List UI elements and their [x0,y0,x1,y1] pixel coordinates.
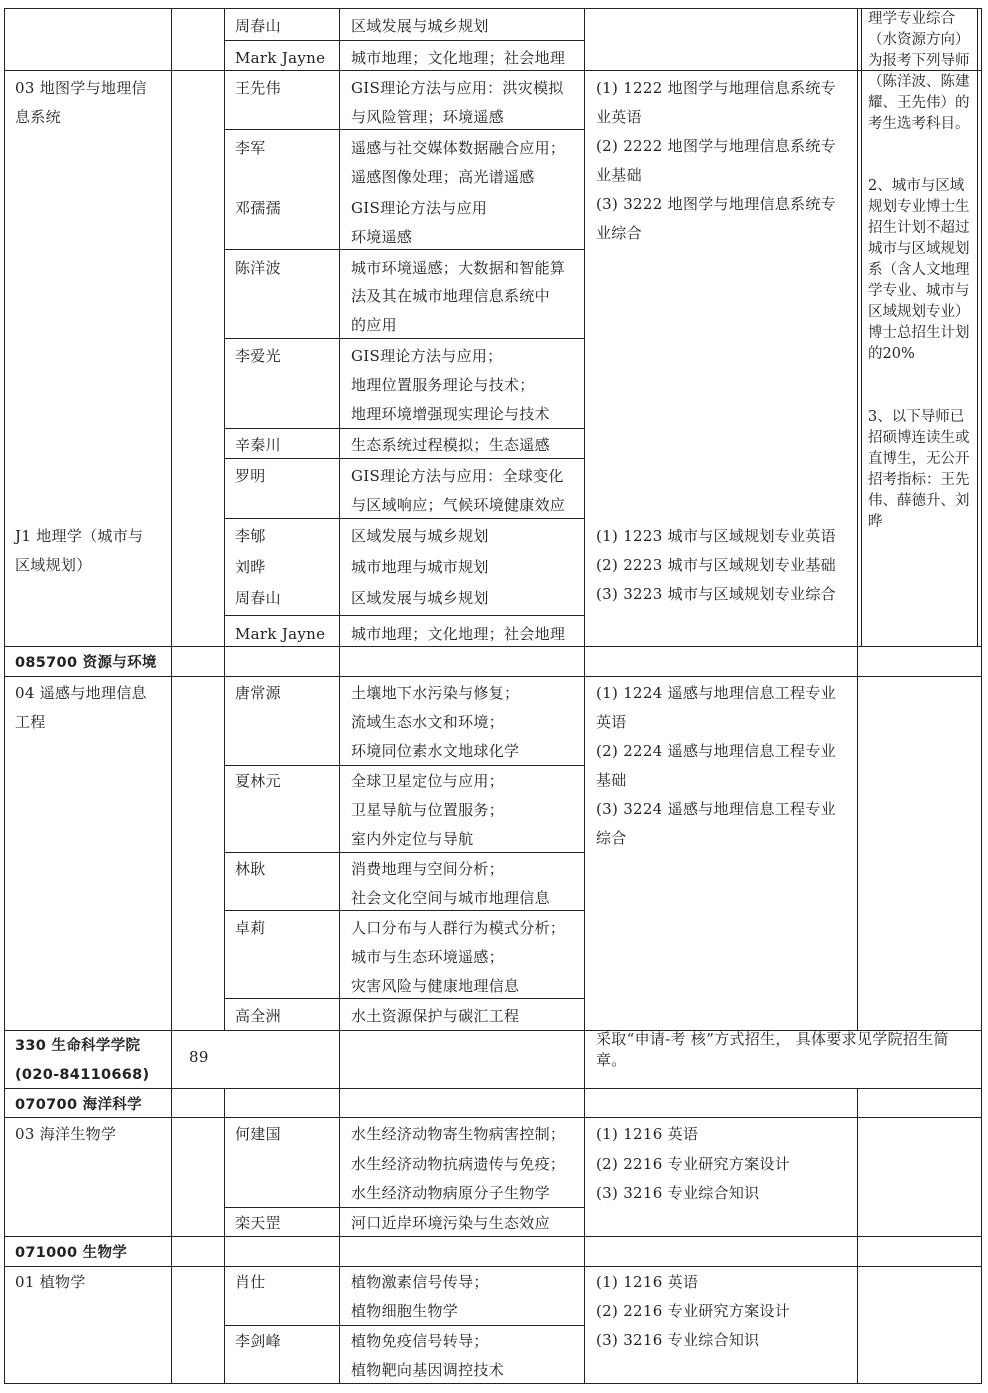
research-direction: 城市地理与城市规划 [351,558,489,576]
exam-subject: 业基础 [596,166,642,184]
exam-subject: (2) 2223 城市与区域规划专业基础 [596,556,836,574]
program-direction: 03 地图学与地理信 [15,79,147,97]
program-direction: J1 地理学（城市与 [15,527,144,545]
research-direction: 区域发展与城乡规划 [351,17,489,35]
exam-subject: (1) 1223 城市与区域规划专业英语 [596,527,836,545]
research-direction: 全球卫星定位与应用； [351,772,505,790]
exam-subject: (3) 3223 城市与区域规划专业综合 [596,585,836,603]
research-direction: 环境同位素水文地球化学 [351,742,520,760]
research-direction: GIS理论方法与应用； [351,347,503,365]
research-direction: 区域发展与城乡规划 [351,527,489,545]
advisor-name: 周春山 [235,17,281,35]
discipline-heading: 070700 海洋科学 [15,1097,142,1113]
exam-subject: 业英语 [596,108,642,126]
advisor-name: 夏林元 [235,772,281,790]
research-direction: 消费地理与空间分析； [351,860,505,878]
exam-subject: (1) 1222 地图学与地理信息系统专 [596,79,836,97]
research-direction: 地理位置服务理论与技术； [351,376,535,394]
exam-subject: (2) 2216 专业研究方案设计 [596,1155,791,1173]
research-direction: 植物细胞生物学 [351,1302,459,1320]
research-direction: 水生经济动物病原分子生物学 [351,1184,550,1202]
program-direction: 03 海洋生物学 [15,1125,117,1143]
exam-subject: (2) 2222 地图学与地理信息系统专 [596,137,836,155]
research-direction: 社会文化空间与城市地理信息 [351,889,550,907]
advisor-name: 王先伟 [235,79,281,97]
remark-note: 2、城市与区域规划专业博士生招生计划不超过城市与区域规划系（含人文地理学专业、城市与区域规划专业）博士总招生计划的20% [868,178,970,362]
exam-subject: 综合 [596,829,627,847]
research-direction: 城市环境遥感；大数据和智能算 [351,259,566,277]
exam-subject: (3) 3222 地图学与地理信息系统专 [596,195,836,213]
program-direction: 工程 [15,713,46,731]
advisor-name: 李爱光 [235,347,281,365]
exam-subject: (3) 3224 遥感与地理信息工程专业 [596,800,836,818]
admission-method-note: 采取“申请-考 核”方式招生， 具体要求见学院招生简 [596,1030,949,1048]
program-direction: 04 遥感与地理信息 [15,684,147,702]
research-direction: 卫星导航与位置服务； [351,801,505,819]
advisor-name: 李郇 [235,527,266,545]
research-direction: 室内外定位与导航 [351,830,474,848]
research-direction: 生态系统过程模拟；生态遥感 [351,436,550,454]
exam-subject: (1) 1216 英语 [596,1273,699,1291]
advisor-name: Mark Jayne [235,625,326,643]
advisor-name: 陈洋波 [235,259,281,277]
research-direction: 河口近岸环境污染与生态效应 [351,1214,550,1232]
advisor-name: 林耿 [235,860,266,878]
research-direction: GIS理论方法与应用：全球变化 [351,467,564,485]
school-heading: 330 生命科学学院 [15,1038,141,1054]
research-direction: 城市地理；文化地理；社会地理 [351,625,566,643]
research-direction: GIS理论方法与应用 [351,199,488,217]
research-direction: 城市与生态环境遥感； [351,948,505,966]
advisor-name: 高全洲 [235,1007,281,1025]
program-direction: 区域规划） [15,556,92,574]
advisor-name: 邓孺孺 [235,199,281,217]
research-direction: 遥感与社交媒体数据融合应用； [351,139,566,157]
exam-subject: (2) 2216 专业研究方案设计 [596,1302,791,1320]
advisor-name: 周春山 [235,589,281,607]
research-direction: 环境遥感 [351,228,413,246]
research-direction: 植物免疫信号转导； [351,1332,489,1350]
exam-subject: 英语 [596,713,627,731]
research-direction: 与风险管理；环境遥感 [351,108,505,126]
remark-note: 3、以下导师已招硕博连读生或直博生，无公开招考指标：王先伟、薛德升、刘晔 [868,409,970,530]
advisor-name: 何建国 [235,1125,281,1143]
research-direction: 法及其在城市地理信息系统中 [351,287,550,305]
exam-subject: 基础 [596,771,627,789]
enrollment-quota: 89 [189,1048,209,1066]
research-direction: 城市地理；文化地理；社会地理 [351,49,566,67]
advisor-name: 栾天罡 [235,1214,281,1232]
advisor-name: 罗明 [235,467,266,485]
exam-subject: 业综合 [596,224,642,242]
advisor-name: 李剑峰 [235,1332,281,1350]
research-direction: 土壤地下水污染与修复； [351,684,520,702]
advisor-name: 卓莉 [235,919,266,937]
research-direction: 水土资源保护与碳汇工程 [351,1007,520,1025]
research-direction: GIS理论方法与应用：洪灾模拟 [351,79,564,97]
advisor-name: 唐常源 [235,684,281,702]
advisor-name: 辛秦川 [235,436,281,454]
research-direction: 遥感图像处理；高光谱遥感 [351,168,535,186]
research-direction: 人口分布与人群行为模式分析； [351,919,566,937]
exam-subject: (1) 1216 英语 [596,1125,699,1143]
research-direction: 植物激素信号传导； [351,1273,489,1291]
program-direction: 01 植物学 [15,1273,86,1291]
research-direction: 水生经济动物抗病遗传与免疫； [351,1155,566,1173]
program-direction: 息系统 [15,108,61,126]
advisor-name: 刘晔 [235,558,266,576]
research-direction: 植物靶向基因调控技术 [351,1361,505,1379]
exam-subject: (2) 2224 遥感与地理信息工程专业 [596,742,836,760]
research-direction: 区域发展与城乡规划 [351,589,489,607]
research-direction: 灾害风险与健康地理信息 [351,977,520,995]
advisor-name: 肖仕 [235,1273,266,1291]
discipline-heading: 085700 资源与环境 [15,655,157,671]
research-direction: 的应用 [351,316,397,334]
research-direction: 水生经济动物寄生物病害控制； [351,1125,566,1143]
exam-subject: (3) 3216 专业综合知识 [596,1184,760,1202]
advisor-name: 李军 [235,139,266,157]
admission-method-note: 章。 [596,1051,627,1069]
research-direction: 与区域响应；气候环境健康效应 [351,496,566,514]
remark-note: 理学专业综合（水资源方向）为报考下列导师（陈洋波、陈建耀、王先伟）的考生选考科目。 [868,11,970,132]
exam-subject: (3) 3216 专业综合知识 [596,1331,760,1349]
research-direction: 流域生态水文和环境； [351,713,505,731]
school-phone: (020-84110668) [15,1067,150,1083]
research-direction: 地理环境增强现实理论与技术 [351,405,550,423]
advisor-name: Mark Jayne [235,49,326,67]
discipline-heading: 071000 生物学 [15,1245,128,1261]
exam-subject: (1) 1224 遥感与地理信息工程专业 [596,684,836,702]
